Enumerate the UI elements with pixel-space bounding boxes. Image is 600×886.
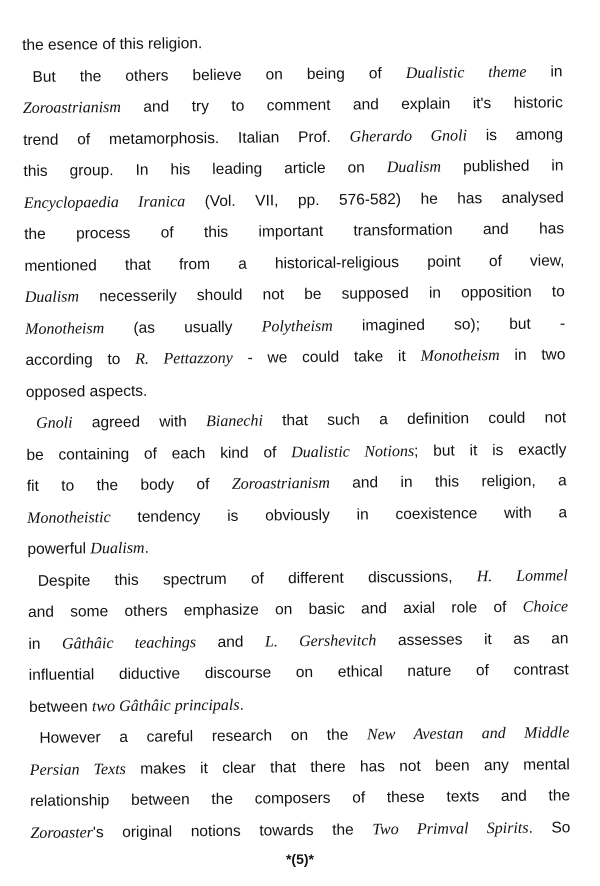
body-text xyxy=(22,24,571,849)
italic-term: Polytheism xyxy=(261,317,333,336)
italic-term: Monotheism xyxy=(420,347,500,365)
text-run: is among xyxy=(466,125,564,144)
italic-term: Bianechi xyxy=(205,412,264,431)
italic-term: Monotheism xyxy=(25,319,105,338)
italic-term: H. Lommel xyxy=(476,566,568,585)
text-run: (Vol. VII, pp. 576-582) he has analysed xyxy=(185,188,564,210)
text-run: imagined so); but - xyxy=(332,314,566,335)
text-run: assesses it as an xyxy=(376,629,569,649)
text-run: But the others believe on being of xyxy=(32,64,406,86)
text-run: - we could take it xyxy=(232,347,421,367)
italic-term: Gherardo Gnoli xyxy=(349,126,468,146)
italic-term: Dualism xyxy=(90,539,145,558)
text-run: between xyxy=(29,697,93,716)
italic-term: Zoroastrianism xyxy=(22,98,122,117)
text-line xyxy=(23,150,563,187)
text-line xyxy=(28,591,568,628)
text-run: ; but it is exactly xyxy=(414,440,567,460)
text-run: tendency is obviously in coexistence with a xyxy=(110,503,568,526)
text-run: . So xyxy=(528,818,571,837)
text-line xyxy=(26,402,566,439)
italic-term: Dualism xyxy=(24,288,80,306)
text-line xyxy=(23,87,563,124)
text-run: that such a definition could not xyxy=(262,409,567,430)
text-run: and xyxy=(195,632,266,651)
italic-term: Monotheistic xyxy=(27,508,111,527)
text-run: relationship between the composers of these texts and the xyxy=(29,787,571,810)
text-line xyxy=(24,213,564,250)
italic-term: Encyclopaedia Iranica xyxy=(23,192,186,212)
text-run: and in this religion, a xyxy=(329,472,567,492)
text-run: fit to the body of xyxy=(26,475,232,495)
italic-term: Dualistic theme xyxy=(405,63,527,82)
text-line xyxy=(25,339,565,376)
text-run: (as usually xyxy=(104,318,262,337)
italic-term: two Gâthâic principals xyxy=(91,696,240,715)
italic-term: L. Gershevitch xyxy=(264,631,377,650)
italic-term: Gâthâic teachings xyxy=(61,633,197,653)
text-line xyxy=(27,497,567,534)
text-run: trend of metamorphosis. Italian Prof. xyxy=(23,128,350,149)
italic-term: Persian Texts xyxy=(29,760,126,779)
italic-term: Zoroaster xyxy=(30,823,94,842)
italic-term: Dualism xyxy=(386,158,442,177)
text-run: 's original notions towards the xyxy=(92,820,373,841)
text-line xyxy=(25,276,565,313)
italic-term: Choice xyxy=(522,598,569,616)
text-run: in two xyxy=(499,346,566,365)
text-run: and some others emphasize on basic and axial role of xyxy=(28,598,523,621)
italic-term: Dualistic Notions xyxy=(291,442,415,461)
text-run: this group. In his leading article on xyxy=(23,159,387,180)
italic-term: R. Pettazzony xyxy=(135,349,233,368)
text-run: . xyxy=(144,539,149,557)
text-line xyxy=(29,717,569,754)
page-number: *(5)* xyxy=(285,851,314,867)
text-run: influential diductive discourse on ethical nature of contrast xyxy=(28,661,569,684)
text-run: be containing of each kind of xyxy=(26,443,292,464)
text-line xyxy=(29,654,569,691)
text-run: agreed with xyxy=(72,413,207,432)
text-line xyxy=(30,812,570,849)
text-run: in xyxy=(28,635,63,653)
text-line xyxy=(30,780,570,817)
italic-term: New Avestan and Middle xyxy=(366,724,570,744)
text-run: powerful xyxy=(27,540,91,558)
italic-term: Gnoli xyxy=(36,414,73,432)
text-run: makes it clear that there has not been any mental xyxy=(125,755,570,778)
text-run: and try to comment and explain it's historic xyxy=(120,94,563,116)
italic-term: Zoroastrianism xyxy=(231,474,330,493)
text-run: necesserily should not be supposed in opposition to xyxy=(78,283,565,306)
text-line xyxy=(27,465,567,502)
text-run: published in xyxy=(440,157,564,176)
text-run: . xyxy=(239,696,244,714)
text-run: Despite this spectrum of different discussions, xyxy=(37,567,477,590)
italic-term: Two Primval Spirits xyxy=(372,819,529,838)
text-run: the esence of this religion. xyxy=(22,35,203,54)
text-run: mentioned that from a historical-religious point of view, xyxy=(24,251,565,275)
text-run: opposed aspects. xyxy=(25,382,148,401)
text-run: However a careful research on the xyxy=(39,726,368,747)
text-run: according to xyxy=(25,350,136,369)
text-run: in xyxy=(526,62,563,81)
text-run: the process of this important transformation and has xyxy=(24,220,565,243)
